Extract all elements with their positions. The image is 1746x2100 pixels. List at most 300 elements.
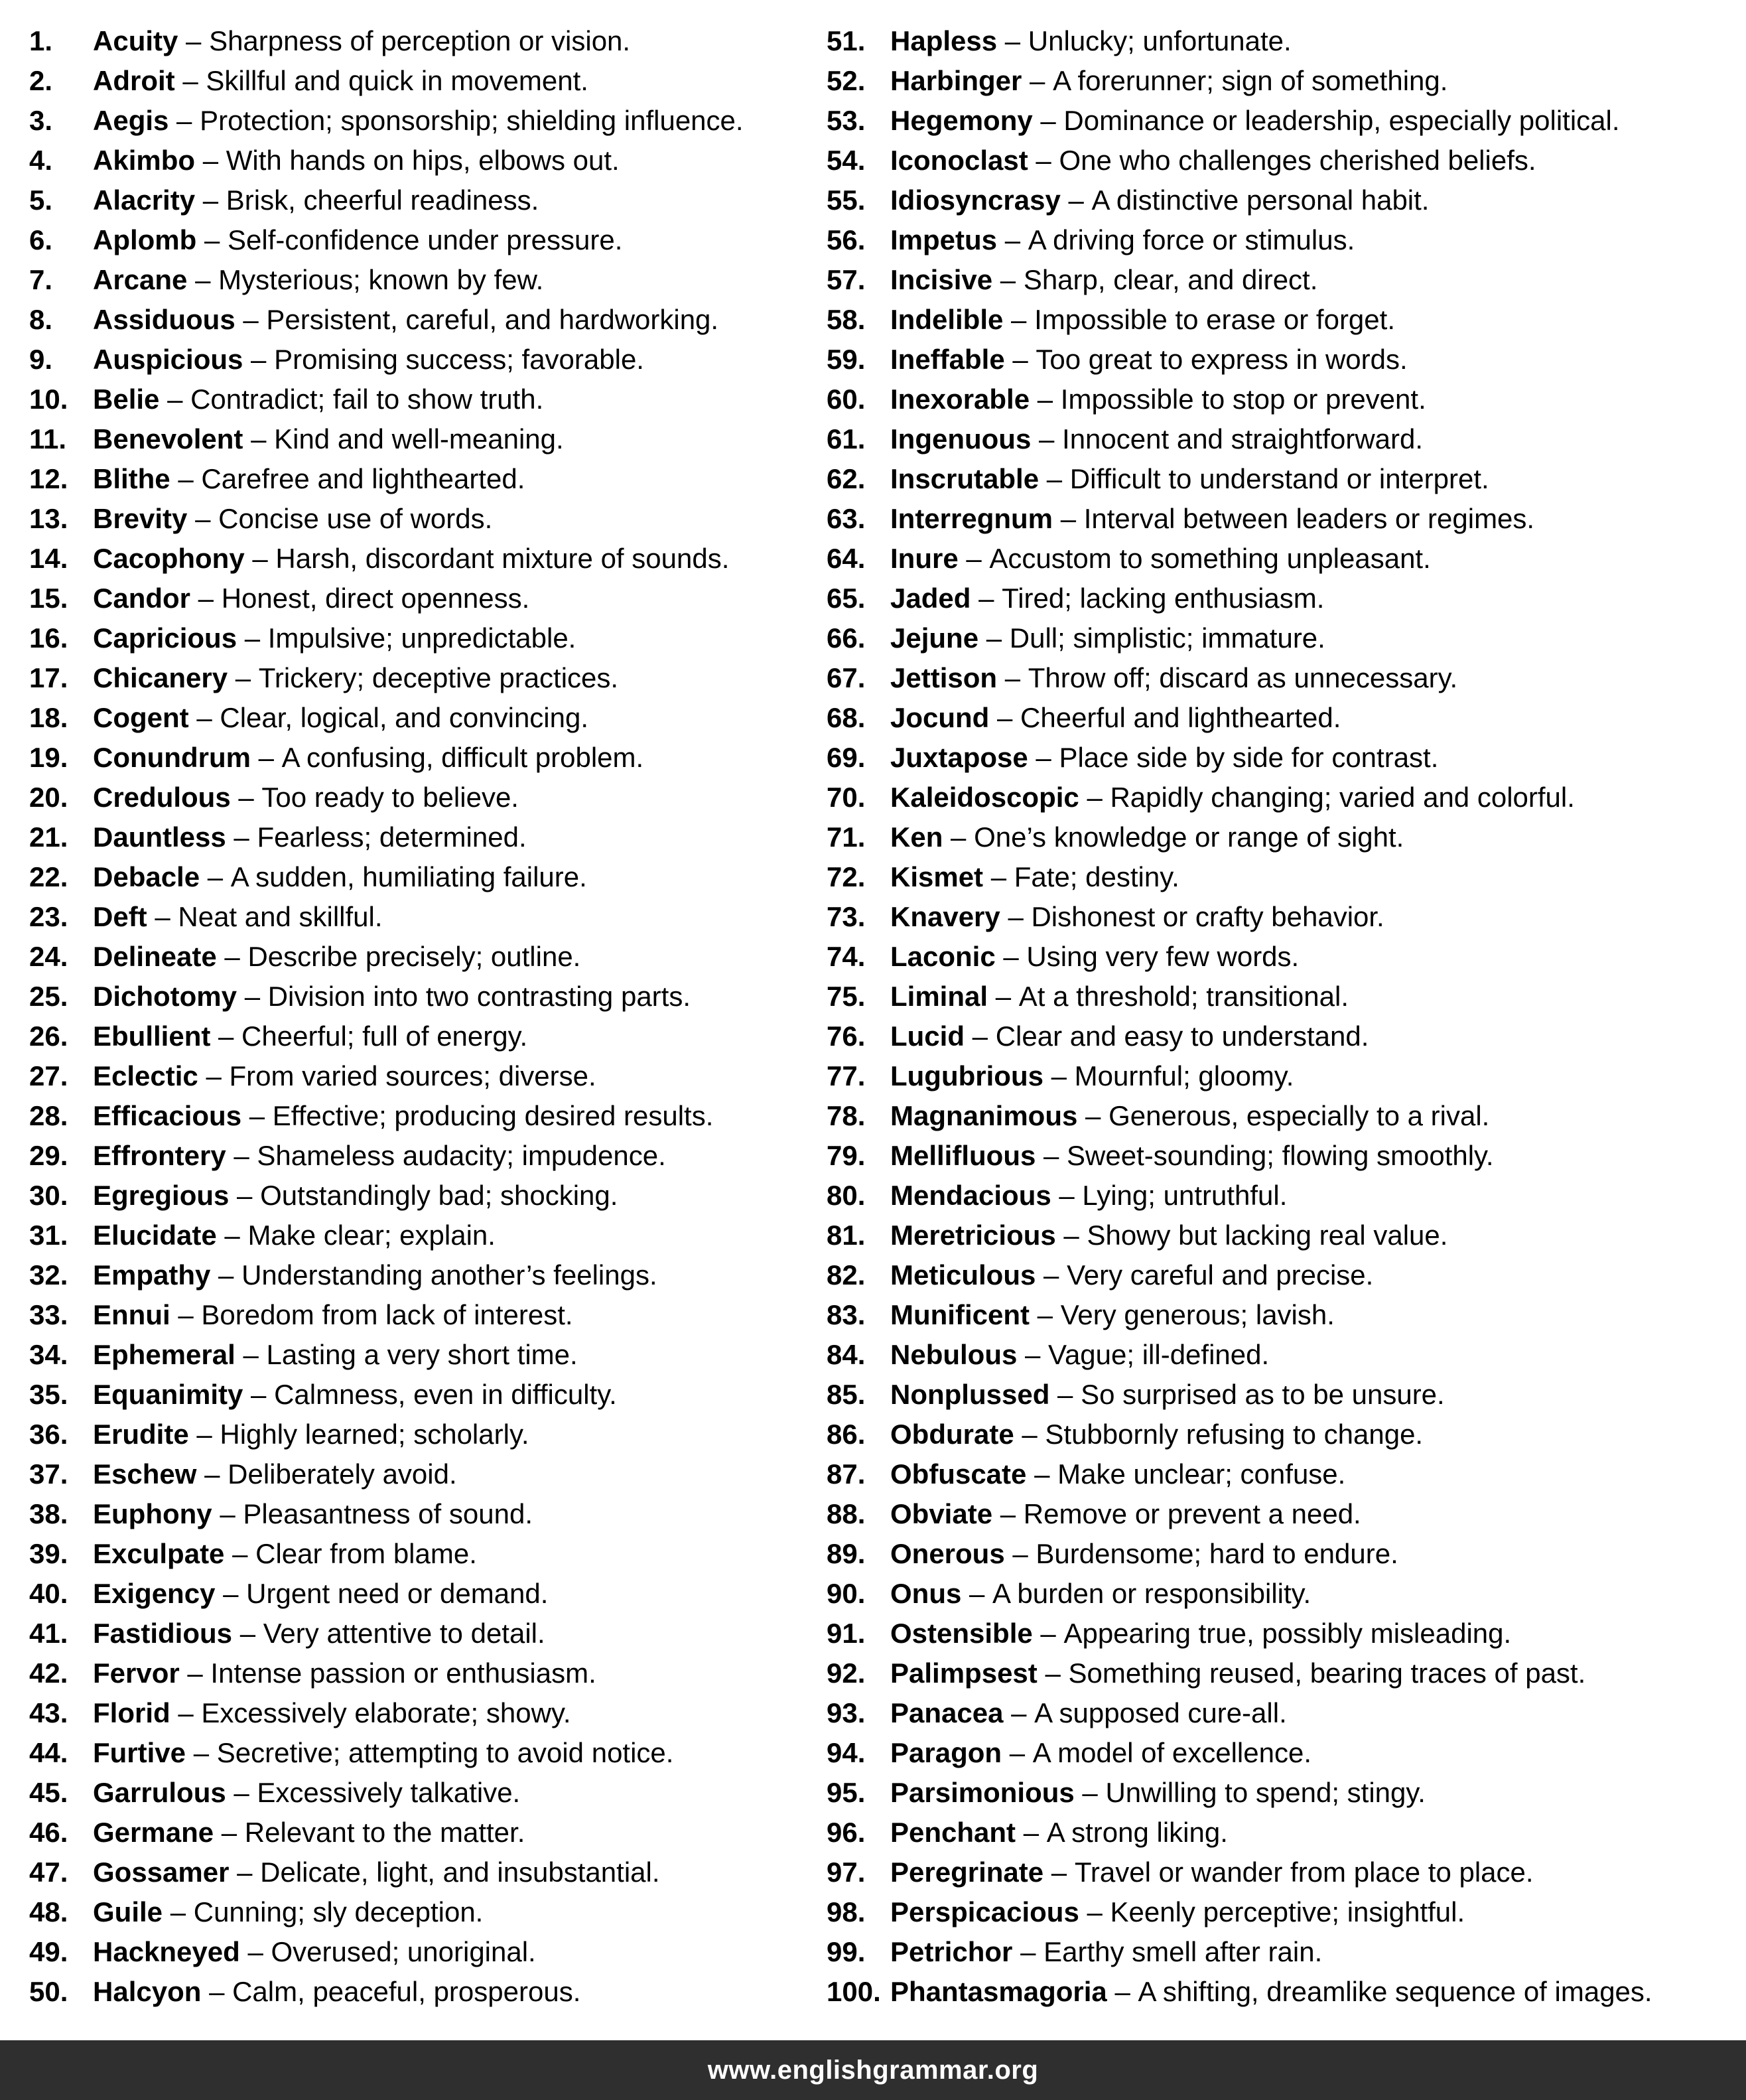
entry-term: Aegis (93, 105, 169, 136)
vocab-entry (827, 1932, 1735, 1972)
entry-number: 4. (29, 145, 53, 176)
entry-definition: Describe precisely; outline. (247, 941, 581, 972)
entry-definition: Fearless; determined. (257, 821, 527, 853)
entry-term: Guile (93, 1896, 163, 1927)
entry-number: 61. (827, 423, 866, 455)
entry-definition: Honest, direct openness. (221, 583, 530, 614)
entry-number: 11. (29, 423, 67, 455)
entry-number: 18. (29, 702, 68, 733)
entry-term: Cacophony (93, 543, 245, 574)
entry-separator: – (196, 702, 212, 733)
entry-definition: Shameless audacity; impudence. (257, 1140, 666, 1171)
entry-number: 97. (827, 1856, 866, 1888)
entry-definition: Relevant to the matter. (244, 1817, 525, 1848)
entry-definition: Sharpness of perception or vision. (209, 25, 631, 56)
entry-separator: – (218, 1259, 234, 1291)
entry-term: Ennui (93, 1299, 170, 1330)
entry-term: Meretricious (890, 1220, 1056, 1251)
entry-term: Cogent (93, 702, 189, 733)
entry-definition: Sweet-sounding; flowing smoothly. (1067, 1140, 1494, 1171)
entry-definition: Contradict; fail to show truth. (190, 384, 544, 415)
vocab-entry (29, 1574, 812, 1614)
entry-separator: – (247, 1936, 263, 1967)
vocab-entry (827, 937, 1735, 977)
entry-separator: – (204, 224, 220, 255)
vocab-entry (29, 658, 812, 698)
entry-definition: Dominance or leadership, especially political. (1063, 105, 1620, 136)
entry-number: 84. (827, 1339, 866, 1370)
entry-separator: – (972, 1020, 988, 1052)
entry-term: Jettison (890, 662, 998, 693)
entry-definition: A distinctive personal habit. (1091, 184, 1430, 216)
entry-definition: One’s knowledge or range of sight. (974, 821, 1404, 853)
entry-separator: – (1025, 1339, 1041, 1370)
entry-definition: Difficult to understand or interpret. (1069, 463, 1489, 494)
entry-term: Elucidate (93, 1220, 217, 1251)
entry-separator: – (990, 861, 1007, 892)
entry-separator: – (244, 981, 261, 1012)
vocab-entry (29, 698, 812, 738)
entry-separator: – (237, 1856, 253, 1888)
entry-number: 87. (827, 1458, 866, 1490)
entry-term: Indelible (890, 304, 1004, 335)
entry-term: Inscrutable (890, 463, 1040, 494)
vocab-entry (29, 21, 812, 61)
entry-definition: Effective; producing desired results. (272, 1100, 714, 1131)
entry-definition: Deliberately avoid. (228, 1458, 457, 1490)
entry-number: 16. (29, 622, 68, 654)
vocab-entry (29, 778, 812, 817)
entry-separator: – (1085, 1100, 1101, 1131)
entry-term: Fervor (93, 1657, 180, 1689)
entry-definition: Keenly perceptive; insightful. (1110, 1896, 1465, 1927)
entry-term: Hegemony (890, 105, 1033, 136)
entry-separator: – (1059, 1180, 1075, 1211)
entry-separator: – (1051, 1060, 1067, 1091)
entry-definition: Cunning; sly deception. (193, 1896, 484, 1927)
entry-term: Arcane (93, 264, 188, 295)
vocab-entry (827, 1693, 1735, 1733)
footer-url[interactable]: www.englishgrammar.org (707, 2055, 1039, 2085)
entry-term: Obfuscate (890, 1458, 1027, 1490)
entry-separator: – (252, 543, 268, 574)
entry-number: 45. (29, 1777, 68, 1808)
entry-term: Benevolent (93, 423, 243, 455)
entry-number: 23. (29, 901, 68, 932)
entry-definition: Appearing true, possibly misleading. (1063, 1618, 1512, 1649)
entry-term: Belie (93, 384, 160, 415)
entry-number: 65. (827, 583, 866, 614)
vocab-entry (827, 1853, 1735, 1892)
vocab-entry (827, 1295, 1735, 1335)
entry-definition: Dull; simplistic; immature. (1009, 622, 1325, 654)
entry-definition: Throw off; discard as unnecessary. (1028, 662, 1458, 693)
entry-term: Inure (890, 543, 959, 574)
vocab-entry (827, 21, 1735, 61)
entry-number: 48. (29, 1896, 68, 1927)
entry-number: 77. (827, 1060, 866, 1091)
entry-number: 81. (827, 1220, 866, 1251)
entry-definition: A shifting, dreamlike sequence of images. (1138, 1976, 1652, 2007)
entry-term: Onus (890, 1578, 962, 1609)
entry-term: Deft (93, 901, 147, 932)
entry-term: Impetus (890, 224, 998, 255)
entry-term: Obdurate (890, 1419, 1014, 1450)
vocab-entry (29, 618, 812, 658)
entry-definition: A model of excellence. (1032, 1737, 1311, 1768)
entry-separator: – (235, 662, 251, 693)
vocab-entry (827, 180, 1735, 220)
entry-number: 76. (827, 1020, 866, 1052)
entry-definition: Outstandingly bad; shocking. (260, 1180, 618, 1211)
entry-separator: – (209, 1976, 225, 2007)
entry-number: 24. (29, 941, 68, 972)
entry-number: 34. (29, 1339, 68, 1370)
entry-number: 73. (827, 901, 866, 932)
entry-definition: Mournful; gloomy. (1074, 1060, 1294, 1091)
entry-separator: – (251, 1379, 267, 1410)
entry-separator: – (195, 503, 211, 534)
vocab-entry (29, 1853, 812, 1892)
entry-number: 88. (827, 1498, 866, 1529)
entry-term: Palimpsest (890, 1657, 1038, 1689)
entry-number: 1. (29, 25, 53, 56)
entry-number: 31. (29, 1220, 68, 1251)
entry-number: 20. (29, 782, 68, 813)
entry-separator: – (1040, 105, 1056, 136)
vocab-entry (29, 1773, 812, 1813)
entry-number: 51. (827, 25, 866, 56)
vocab-entry (29, 380, 812, 419)
entry-term: Effrontery (93, 1140, 226, 1171)
entry-definition: Impulsive; unpredictable. (267, 622, 576, 654)
entry-definition: Remove or prevent a need. (1023, 1498, 1361, 1529)
entry-term: Mellifluous (890, 1140, 1036, 1171)
entry-definition: Rapidly changing; varied and colorful. (1110, 782, 1575, 813)
vocab-entry (29, 1614, 812, 1653)
entry-term: Halcyon (93, 1976, 202, 2007)
entry-term: Mendacious (890, 1180, 1051, 1211)
entry-number: 40. (29, 1578, 68, 1609)
vocab-entry (827, 260, 1735, 300)
vocab-entry (29, 1932, 812, 1972)
entry-separator: – (239, 1618, 256, 1649)
vocab-entry (827, 61, 1735, 101)
vocab-entry (827, 419, 1735, 459)
entry-term: Obviate (890, 1498, 993, 1529)
entry-number: 70. (827, 782, 866, 813)
entry-number: 58. (827, 304, 866, 335)
entry-separator: – (1011, 1697, 1027, 1728)
entry-term: Hackneyed (93, 1936, 240, 1967)
vocab-entry (827, 1096, 1735, 1136)
vocab-entry (29, 300, 812, 340)
right-column (827, 21, 1735, 2012)
entry-number: 12. (29, 463, 68, 494)
entry-definition: Kind and well-meaning. (274, 423, 564, 455)
entry-number: 55. (827, 184, 866, 216)
vocab-entry (29, 220, 812, 260)
entry-separator: – (196, 1419, 212, 1450)
entry-term: Adroit (93, 65, 175, 96)
entry-term: Idiosyncrasy (890, 184, 1061, 216)
entry-definition: Too great to express in words. (1036, 344, 1408, 375)
entry-separator: – (238, 782, 254, 813)
entry-separator: – (202, 145, 219, 176)
entry-term: Nebulous (890, 1339, 1018, 1370)
entry-term: Debacle (93, 861, 200, 892)
vocab-entry (827, 1375, 1735, 1415)
entry-separator: – (997, 702, 1013, 733)
vocab-entry (827, 380, 1735, 419)
vocab-entry (827, 1136, 1735, 1176)
entry-definition: Too ready to believe. (261, 782, 519, 813)
vocab-entry (29, 539, 812, 579)
entry-number: 71. (827, 821, 866, 853)
entry-number: 35. (29, 1379, 68, 1410)
entry-definition: Accustom to something unpleasant. (989, 543, 1431, 574)
entry-separator: – (1003, 941, 1019, 972)
entry-definition: Clear and easy to understand. (995, 1020, 1369, 1052)
entry-term: Delineate (93, 941, 217, 972)
vocab-entry (29, 738, 812, 778)
entry-separator: – (1082, 1777, 1098, 1808)
entry-definition: Earthy smell after rain. (1043, 1936, 1323, 1967)
vocab-entry (29, 1494, 812, 1534)
vocab-entry (827, 1494, 1735, 1534)
entry-separator: – (1114, 1976, 1130, 2007)
entry-separator: – (1008, 901, 1024, 932)
vocab-entry (827, 1016, 1735, 1056)
entry-separator: – (995, 981, 1012, 1012)
entry-number: 85. (827, 1379, 866, 1410)
entry-definition: With hands on hips, elbows out. (226, 145, 620, 176)
entry-term: Laconic (890, 941, 996, 972)
entry-term: Jocund (890, 702, 990, 733)
entry-definition: Very careful and precise. (1067, 1259, 1374, 1291)
entry-number: 83. (827, 1299, 866, 1330)
vocab-entry (29, 1653, 812, 1693)
entry-number: 37. (29, 1458, 68, 1490)
entry-definition: Urgent need or demand. (246, 1578, 549, 1609)
entry-term: Empathy (93, 1259, 211, 1291)
vocab-entry (29, 1972, 812, 2012)
vocab-entry (827, 579, 1735, 618)
vocab-entry (29, 897, 812, 937)
vocab-entry (827, 459, 1735, 499)
vocab-entry (827, 1773, 1735, 1813)
entry-separator: – (167, 384, 183, 415)
entry-number: 53. (827, 105, 866, 136)
entry-number: 63. (827, 503, 866, 534)
entry-number: 68. (827, 702, 866, 733)
entry-definition: Protection; sponsorship; shielding influence. (200, 105, 744, 136)
entry-term: Gossamer (93, 1856, 230, 1888)
entry-number: 95. (827, 1777, 866, 1808)
entry-separator: – (1004, 25, 1021, 56)
vocab-entry (827, 220, 1735, 260)
entry-separator: – (207, 861, 224, 892)
entry-separator: – (243, 1339, 259, 1370)
vocab-entry (29, 1335, 812, 1375)
entry-definition: Cheerful and lighthearted. (1020, 702, 1341, 733)
entry-number: 3. (29, 105, 53, 136)
entry-definition: Promising success; favorable. (274, 344, 644, 375)
vocab-entry (29, 1056, 812, 1096)
vocab-entry (827, 1574, 1735, 1614)
entry-separator: – (1036, 742, 1051, 773)
entry-term: Juxtapose (890, 742, 1028, 773)
entry-number: 25. (29, 981, 68, 1012)
entry-definition: Lying; untruthful. (1082, 1180, 1288, 1211)
entry-number: 9. (29, 344, 53, 375)
entry-separator: – (1022, 1419, 1038, 1450)
entry-separator: – (1004, 224, 1021, 255)
entry-number: 28. (29, 1100, 68, 1131)
entry-separator: – (234, 1140, 249, 1171)
entry-definition: Skillful and quick in movement. (206, 65, 588, 96)
vocab-entry (29, 579, 812, 618)
vocab-entry (29, 977, 812, 1016)
entry-term: Magnanimous (890, 1100, 1078, 1131)
entry-separator: – (237, 1180, 253, 1211)
entry-separator: – (969, 1578, 985, 1609)
vocab-entry (827, 1335, 1735, 1375)
vocab-entry (29, 857, 812, 897)
entry-term: Kismet (890, 861, 984, 892)
entry-number: 56. (827, 224, 866, 255)
entry-definition: So surprised as to be unsure. (1081, 1379, 1445, 1410)
entry-term: Capricious (93, 622, 237, 654)
entry-separator: – (1012, 344, 1028, 375)
entry-term: Lucid (890, 1020, 965, 1052)
entry-term: Garrulous (93, 1777, 226, 1808)
entry-definition: Brisk, cheerful readiness. (226, 184, 539, 216)
entry-term: Ephemeral (93, 1339, 235, 1370)
entry-number: 67. (827, 662, 866, 693)
vocab-entry (827, 817, 1735, 857)
entry-term: Hapless (890, 25, 998, 56)
entry-term: Penchant (890, 1817, 1016, 1848)
entry-number: 80. (827, 1180, 866, 1211)
entry-definition: Clear, logical, and convincing. (220, 702, 589, 733)
entry-definition: A strong liking. (1046, 1817, 1228, 1848)
vocab-entry (29, 1375, 812, 1415)
entry-number: 22. (29, 861, 68, 892)
entry-term: Phantasmagoria (890, 1976, 1107, 2007)
entry-term: Furtive (93, 1737, 186, 1768)
entry-separator: – (1037, 1299, 1053, 1330)
entry-separator: – (224, 941, 240, 972)
entry-term: Ingenuous (890, 423, 1032, 455)
vocab-entry (29, 1016, 812, 1056)
entry-definition: Persistent, careful, and hardworking. (266, 304, 719, 335)
vocab-entry (827, 539, 1735, 579)
entry-separator: – (1063, 1220, 1079, 1251)
entry-definition: Make unclear; confuse. (1057, 1458, 1346, 1490)
entry-term: Ineffable (890, 344, 1005, 375)
entry-number: 46. (29, 1817, 68, 1848)
vocab-entry (827, 1733, 1735, 1773)
vocab-entry (29, 499, 812, 539)
entry-term: Interregnum (890, 503, 1053, 534)
entry-separator: – (155, 901, 170, 932)
entry-separator: – (202, 184, 219, 216)
entry-definition: A forerunner; sign of something. (1053, 65, 1448, 96)
entry-term: Lugubrious (890, 1060, 1043, 1091)
entry-separator: – (234, 1777, 249, 1808)
entry-term: Meticulous (890, 1259, 1036, 1291)
entry-definition: Pleasantness of sound. (243, 1498, 533, 1529)
entry-number: 6. (29, 224, 53, 255)
entry-number: 33. (29, 1299, 68, 1330)
entry-separator: – (986, 622, 1002, 654)
vocab-entry (827, 1892, 1735, 1932)
entry-number: 86. (827, 1419, 866, 1450)
entry-separator: – (187, 1657, 203, 1689)
vocab-entry (29, 1216, 812, 1255)
vocab-entry (827, 1813, 1735, 1853)
entry-separator: – (224, 1220, 240, 1251)
entry-definition: Self-confidence under pressure. (228, 224, 623, 255)
entry-separator: – (1043, 1140, 1059, 1171)
vocab-entry (827, 1614, 1735, 1653)
entry-definition: Generous, especially to a rival. (1108, 1100, 1490, 1131)
vocab-entry (827, 1255, 1735, 1295)
entry-separator: – (1036, 145, 1051, 176)
vocab-entry (827, 141, 1735, 180)
entry-term: Aplomb (93, 224, 197, 255)
entry-definition: Understanding another’s feelings. (241, 1259, 657, 1291)
entry-number: 27. (29, 1060, 68, 1091)
entry-number: 14. (29, 543, 68, 574)
entry-definition: Vague; ill-defined. (1048, 1339, 1270, 1370)
entry-separator: – (193, 1737, 210, 1768)
entry-separator: – (1045, 1657, 1061, 1689)
entry-term: Knavery (890, 901, 1000, 932)
entry-separator: – (1023, 1817, 1040, 1848)
entry-separator: – (204, 1458, 220, 1490)
entry-definition: Cheerful; full of energy. (241, 1020, 528, 1052)
entry-term: Ostensible (890, 1618, 1033, 1649)
vocab-entry (827, 1972, 1735, 2012)
entry-separator: – (1000, 1498, 1016, 1529)
vocab-entry (827, 1415, 1735, 1454)
entry-definition: Mysterious; known by few. (218, 264, 544, 295)
entry-definition: Excessively talkative. (257, 1777, 521, 1808)
entry-separator: – (220, 1498, 235, 1529)
entry-number: 10. (29, 384, 68, 415)
entry-definition: From varied sources; diverse. (229, 1060, 596, 1091)
entry-term: Eschew (93, 1458, 197, 1490)
entry-definition: Division into two contrasting parts. (267, 981, 691, 1012)
entry-separator: – (178, 1299, 194, 1330)
entry-separator: – (176, 105, 192, 136)
entry-number: 44. (29, 1737, 68, 1768)
entry-separator: – (1060, 503, 1077, 534)
entry-number: 19. (29, 742, 68, 773)
entry-number: 15. (29, 583, 68, 614)
entry-separator: – (178, 463, 194, 494)
vocab-entry (827, 499, 1735, 539)
entry-number: 72. (827, 861, 866, 892)
entry-number: 94. (827, 1737, 866, 1768)
entry-term: Chicanery (93, 662, 228, 693)
vocab-entry (827, 857, 1735, 897)
entry-separator: – (1043, 1259, 1059, 1291)
entry-number: 99. (827, 1936, 866, 1967)
entry-separator: – (1004, 662, 1021, 693)
